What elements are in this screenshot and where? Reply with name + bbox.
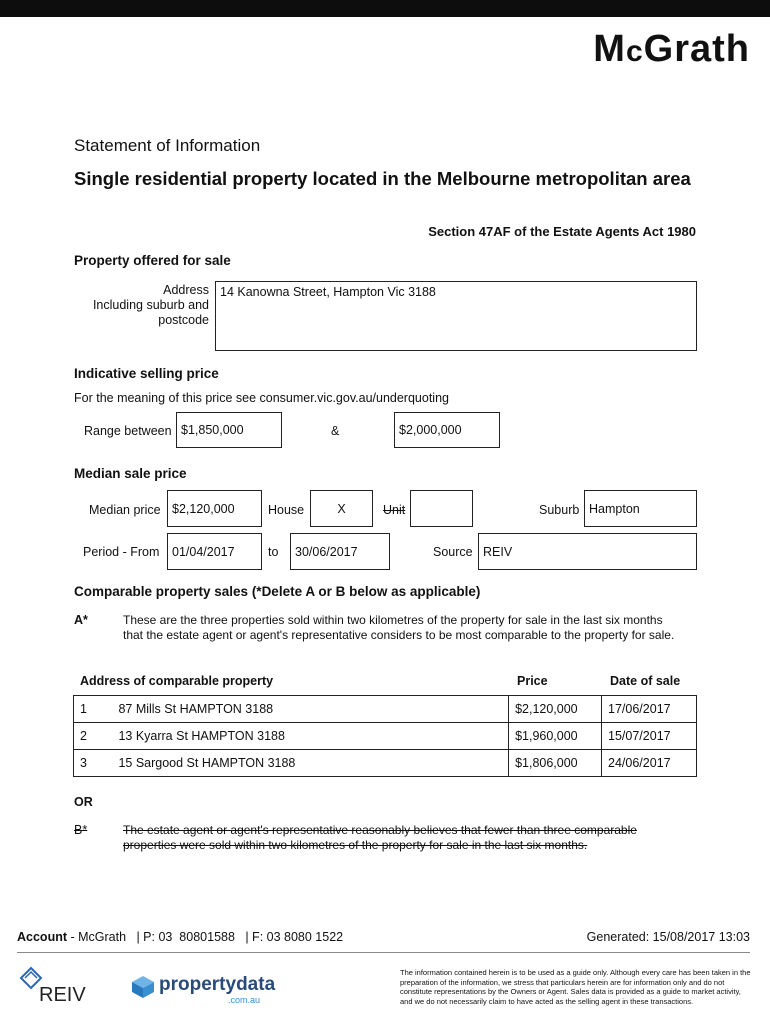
row-price: $2,120,000: [509, 696, 602, 723]
option-a-marker: A*: [74, 613, 88, 627]
table-row: [74, 750, 697, 777]
period-label: Period - From: [83, 545, 160, 559]
address-label-line1: Address: [163, 283, 209, 297]
main-heading: Single residential property located in the Melbourne metropolitan area: [74, 168, 691, 189]
account-label: Account: [17, 930, 67, 944]
row-date: 15/07/2017: [602, 723, 697, 750]
range-label: Range between: [84, 424, 172, 438]
median-price-label: Median price: [89, 503, 161, 517]
account-info: [17, 930, 343, 944]
reiv-text: REIV: [39, 984, 86, 1006]
col-date-header: Date of sale: [610, 674, 681, 688]
underquoting-note: For the meaning of this price see consumer.vic.gov.au/underquoting: [74, 391, 449, 405]
house-field[interactable]: X: [310, 490, 373, 527]
act-reference: Section 47AF of the Estate Agents Act 1980: [428, 224, 696, 239]
top-bar: [0, 0, 770, 17]
median-price-field[interactable]: $2,120,000: [167, 490, 262, 527]
table-row: [74, 696, 697, 723]
house-label: House: [268, 503, 305, 517]
row-number: 3: [74, 750, 113, 777]
row-address: 15 Sargood St HAMPTON 3188: [112, 750, 508, 777]
range-low-field[interactable]: $1,850,000: [176, 412, 282, 448]
row-price: $1,960,000: [509, 723, 602, 750]
row-date: 17/06/2017: [602, 696, 697, 723]
indicative-heading: Indicative selling price: [74, 366, 219, 381]
document-title: Statement of Information: [74, 136, 261, 155]
suburb-label: Suburb: [539, 503, 580, 517]
table-row: [74, 723, 697, 750]
mcgrath-logo: McGrath: [593, 28, 750, 70]
suburb-field[interactable]: Hampton: [584, 490, 697, 527]
or-divider: OR: [74, 795, 93, 809]
footer-divider: [17, 952, 750, 953]
period-from-field[interactable]: 01/04/2017: [167, 533, 262, 570]
unit-label: Unit: [383, 503, 406, 517]
comparable-heading: Comparable property sales (*Delete A or B below as applicable): [74, 584, 481, 599]
source-label: Source: [433, 545, 473, 559]
account-contact: - McGrath | P: 03 80801588 | F: 03 8080 1522: [67, 930, 344, 944]
col-address-header: Address of comparable property: [80, 674, 274, 688]
range-ampersand: &: [331, 424, 340, 438]
propertydata-logo: [130, 972, 280, 1008]
row-address: 13 Kyarra St HAMPTON 3188: [112, 723, 508, 750]
unit-field[interactable]: [410, 490, 473, 527]
option-a-text: These are the three properties sold within two kilometres of the property for sale in the last six months that the estate agent or agent's representative considers to be most comparable to the property for sale.: [123, 613, 675, 642]
median-heading: Median sale price: [74, 466, 187, 481]
disclaimer-text: The information contained herein is to be used as a guide only. Although every care has been taken in the preparation of the information, we stress that particulars herein are for information only and do not constitute representations by the Owners or Agent. Sales data is provided as a guide to market activity, and we do not necessarily claim to have acted as the selling agent in these transactions.: [400, 968, 751, 1006]
period-to-label: to: [268, 545, 279, 559]
range-high-field[interactable]: $2,000,000: [394, 412, 500, 448]
generated-timestamp: Generated: 15/08/2017 13:03: [586, 930, 750, 944]
col-price-header: Price: [517, 674, 548, 688]
comparable-table: [73, 695, 697, 777]
address-field[interactable]: 14 Kanowna Street, Hampton Vic 3188: [215, 281, 697, 351]
period-to-field[interactable]: 30/06/2017: [290, 533, 390, 570]
row-number: 1: [74, 696, 113, 723]
row-address: 87 Mills St HAMPTON 3188: [112, 696, 508, 723]
row-number: 2: [74, 723, 113, 750]
propertydata-cube-icon: [130, 974, 156, 1000]
option-b-text: The estate agent or agent's representative reasonably believes that fewer than three comparable properties were sold within two kilometres of the property for sale in the last six months.: [123, 823, 637, 852]
property-heading: Property offered for sale: [74, 253, 231, 268]
address-label-line3: postcode: [158, 313, 209, 327]
source-field[interactable]: REIV: [478, 533, 697, 570]
reiv-logo: [17, 966, 97, 1008]
address-label-line2: Including suburb and: [92, 298, 209, 312]
propertydata-domain: .com.au: [228, 995, 261, 1005]
row-price: $1,806,000: [509, 750, 602, 777]
propertydata-text: propertydata: [159, 974, 276, 995]
address-label: [74, 283, 209, 328]
row-date: 24/06/2017: [602, 750, 697, 777]
option-b-marker: B*: [74, 823, 88, 837]
